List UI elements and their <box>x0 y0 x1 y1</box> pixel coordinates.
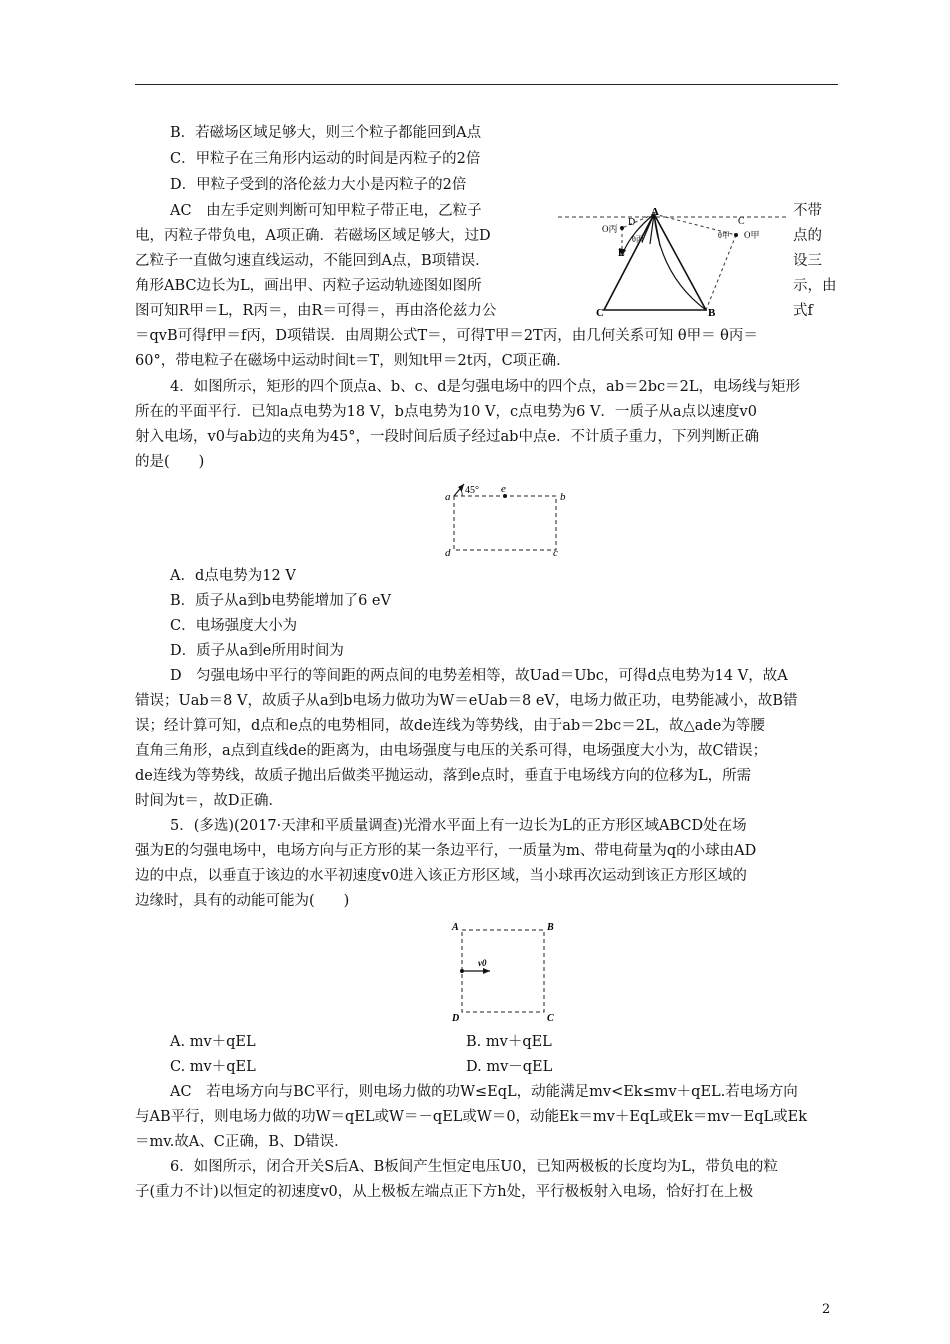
q3-answer-line: 电，丙粒子带负电，A项正确．若磁场区域足够大，过D <box>135 228 491 244</box>
fig-label-b: b <box>560 491 566 503</box>
fig-label-theta-jia: θ甲 <box>718 231 730 240</box>
fig-label-b: B <box>708 307 716 318</box>
q4-stem-line: 射入电场，v0与ab边的夹角为45°，一段时间后质子经过ab中点e．不计质子重力，下列判断正确 <box>135 429 760 445</box>
fig-label-o-jia: O甲 <box>744 230 760 240</box>
q5-option: A. mv＋qEL <box>170 1034 256 1050</box>
fig-label-a: A <box>651 206 659 218</box>
q4-answer-line: D 匀强电场中平行的等间距的两点间的电势差相等，故Uad＝Ubc，可得d点电势为14 V，故A <box>170 668 788 684</box>
fig-label-d: D <box>452 1013 460 1024</box>
q4-answer-line: 直角三角形，a点到直线de的距离为，由电场强度与电压的关系可得，电场强度大小为，故C错误； <box>135 743 768 759</box>
q3-answer-right: 不带 <box>793 203 822 219</box>
q5-option: B. mv＋qEL <box>466 1034 552 1050</box>
q5-stem-line: 强为E的匀强电场中，电场方向与正方形的某一条边平行，一质量为m、带电荷量为q的小球由AD <box>135 843 757 859</box>
header-rule <box>135 84 838 85</box>
q3-option-d: D．甲粒子受到的洛伦兹力大小是丙粒子的2倍 <box>170 177 467 193</box>
q5-stem-line: 边的中点，以垂直于该边的水平初速度v0进入该正方形区域，当小球再次运动到该正方形区域的 <box>135 868 747 884</box>
rectangle-field-figure <box>438 478 578 558</box>
fig-label-e: e <box>501 483 506 495</box>
q5-option: D. mv－qEL <box>466 1059 553 1075</box>
q3-answer-line: 乙粒子一直做匀速直线运动，不能回到A点，B项错误． <box>135 253 490 269</box>
q4-option: B．质子从a到b电势能增加了6 eV <box>170 593 391 609</box>
fig-label-o-bing: O丙 <box>602 224 618 234</box>
q5-answer-line: 与AB平行，则电场力做的功W＝qEL或W＝－qEL或W＝0，动能Ek＝mv＋EqL或Ek＝mv－EqL或Ek <box>135 1109 808 1125</box>
q3-answer-line: 60°，带电粒子在磁场中运动时间t＝T，则知t甲＝2t丙，C项正确． <box>135 353 571 369</box>
q4-stem-line: 4．如图所示，矩形的四个顶点a、b、c、d是匀强电场中的四个点，ab＝2bc＝2L，电场线与矩形 <box>170 379 800 395</box>
fig-label-angle: 45° <box>465 485 479 496</box>
q6-stem-line: 子(重力不计)以恒定的初速度v0，从上极板左端点正下方h处，平行极板射入电场，恰好打在上极 <box>135 1184 754 1200</box>
q4-stem-line: 所在的平面平行．已知a点电势为18 V，b点电势为10 V，c点电势为6 V．一质子从a点以速度v0 <box>135 404 757 420</box>
q3-answer-line: 图可知R甲＝L，R丙＝，由R＝可得＝，再由洛伦兹力公 <box>135 303 497 319</box>
q3-answer-line: AC 由左手定则判断可知甲粒子带正电，乙粒子 <box>170 203 482 219</box>
q3-option-b: B．若磁场区域足够大，则三个粒子都能回到A点 <box>170 125 482 141</box>
q3-option-c: C．甲粒子在三角形内运动的时间是丙粒子的2倍 <box>170 151 481 167</box>
q5-stem-line: 边缘时，具有的动能可能为( ) <box>135 893 350 909</box>
q5-stem-line: 5．(多选)(2017·天津和平质量调查)光滑水平面上有一边长为L的正方形区域ABCD处在场 <box>170 818 747 834</box>
fig-label-d: d <box>445 547 451 558</box>
q4-answer-line: 错误；Uab＝8 V，故质子从a到b电场力做功为W＝eUab＝8 eV，电场力做正功，电势能减小，故B错 <box>135 693 798 709</box>
q3-answer-line: ＝qvB可得f甲＝f丙，D项错误．由周期公式T＝，可得T甲＝2T丙，由几何关系可知 θ甲＝ θ丙＝ <box>135 328 758 344</box>
q4-stem-line: 的是( ) <box>135 454 205 470</box>
fig-label-a: a <box>445 491 451 503</box>
fig-label-b: B <box>547 922 554 933</box>
q3-answer-right: 示，由 <box>793 278 837 294</box>
fig-label-a: A <box>452 922 459 933</box>
q6-stem-line: 6．如图所示，闭合开关S后A、B板间产生恒定电压U0，已知两极板的长度均为L，带负电的粒 <box>170 1159 778 1175</box>
fig-label-c: C <box>596 307 604 318</box>
triangle-magnetic-figure <box>558 206 786 318</box>
q4-option: D．质子从a到e所用时间为 <box>170 643 344 659</box>
fig-label-e: E <box>618 248 625 259</box>
fig-label-theta-bing: θ丙 <box>632 235 644 244</box>
q3-answer-right: 式f <box>793 303 813 319</box>
q5-option: C. mv＋qEL <box>170 1059 256 1075</box>
q4-answer-line: 时间为t＝，故D正确． <box>135 793 283 809</box>
fig-label-v0: v0 <box>478 958 487 968</box>
fig-label-c: c <box>553 547 558 558</box>
fig-label-c-top: C <box>738 216 745 227</box>
q4-answer-line: 误；经计算可知，d点和e点的电势相同，故de连线为等势线，由于ab＝2bc＝2L，故△ade为等腰 <box>135 718 765 734</box>
q4-option: C．电场强度大小为 <box>170 618 298 634</box>
q5-answer-line: ＝mv.故A、C正确，B、D错误． <box>135 1134 349 1150</box>
fig-label-d: D <box>628 217 636 228</box>
q3-answer-line: 角形ABC边长为L，画出甲、丙粒子运动轨迹图如图所 <box>135 278 482 294</box>
q4-option: A．d点电势为12 V <box>170 568 296 584</box>
q4-answer-line: de连线为等势线，故质子抛出后做类平抛运动，落到e点时，垂直于电场线方向的位移为L，所需 <box>135 768 752 784</box>
square-field-figure <box>448 918 560 1026</box>
q3-answer-right: 设三 <box>793 253 822 269</box>
page-number: 2 <box>822 1302 831 1317</box>
fig-label-c: C <box>547 1013 554 1024</box>
q5-answer-line: AC 若电场方向与BC平行，则电场力做的功W≤EqL，动能满足mv<Ek≤mv＋qEL.若电场方向 <box>170 1084 798 1100</box>
q3-answer-right: 点的 <box>793 228 822 244</box>
